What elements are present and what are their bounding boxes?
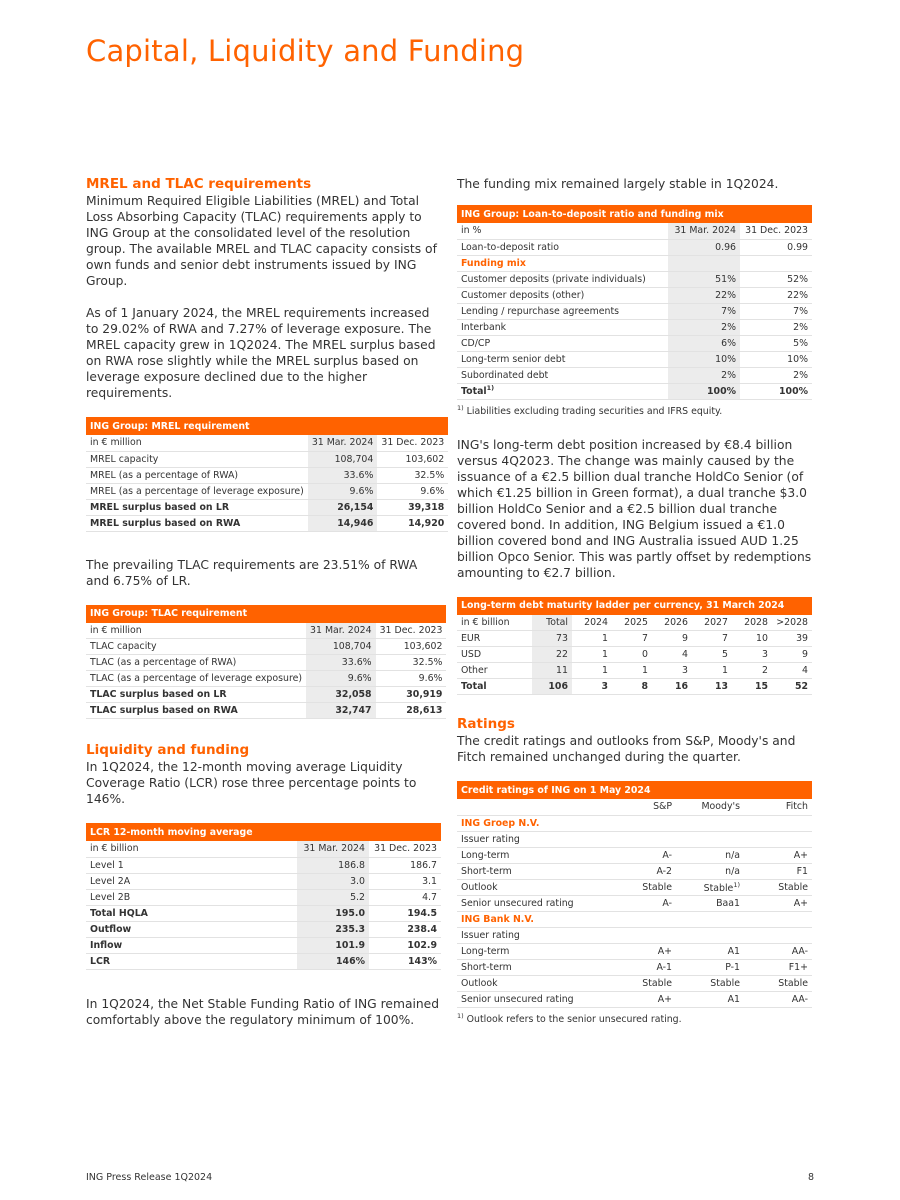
- mrel-heading: MREL and TLAC requirements: [86, 176, 312, 192]
- cell-text: Stable: [703, 882, 734, 894]
- column-header: 31 Mar. 2024: [306, 623, 376, 639]
- cell-value: A-2: [608, 863, 676, 879]
- page-title: Capital, Liquidity and Funding: [86, 34, 525, 68]
- table-row: [86, 499, 448, 515]
- column-header: >2028: [772, 615, 812, 631]
- cell-value: 7: [692, 631, 732, 647]
- cell-value: 52: [772, 679, 812, 695]
- cell-value: [676, 879, 744, 895]
- table-row: [86, 451, 448, 467]
- funding-intro: The funding mix remained largely stable in 1Q2024.: [457, 177, 779, 191]
- total-label: Total: [461, 386, 487, 398]
- cell-value: 102.9: [369, 937, 441, 953]
- cell-value: n/a: [676, 847, 744, 863]
- cell-value: F1+: [744, 959, 812, 975]
- cell-value: 26,154: [308, 499, 378, 515]
- cell-value: A+: [744, 895, 812, 911]
- row-label: Outflow: [86, 921, 297, 937]
- cell-value: 2%: [668, 319, 740, 335]
- funding-table-caption: ING Group: Loan-to-deposit ratio and funding mix: [457, 205, 812, 223]
- table-row: [457, 815, 812, 831]
- table-row: [457, 911, 812, 927]
- row-label: Outlook: [457, 975, 608, 991]
- ratings-paragraph: The credit ratings and outlooks from S&P, Moody's and Fitch remained unchanged during the quarter.: [457, 734, 796, 765]
- row-label: USD: [457, 647, 532, 663]
- left-column: [86, 176, 445, 1028]
- cell-value: 106: [532, 679, 572, 695]
- table-row: [86, 857, 441, 873]
- footnote-text: Liabilities excluding trading securities and IFRS equity.: [466, 405, 723, 417]
- cell-value: 14,920: [377, 515, 448, 531]
- row-label: [457, 383, 668, 399]
- table-row: [457, 895, 812, 911]
- column-header: in € million: [86, 623, 306, 639]
- cell-value: 33.6%: [308, 467, 378, 483]
- row-label: Subordinated debt: [457, 367, 668, 383]
- cell-value: 146%: [297, 953, 369, 969]
- table-row: [86, 639, 446, 655]
- table-row: [457, 255, 812, 271]
- cell-value: 16: [652, 679, 692, 695]
- footnote-marker: 1): [486, 384, 495, 393]
- cell-value: 32.5%: [376, 655, 447, 671]
- column-header: Total: [532, 615, 572, 631]
- column-header: 31 Dec. 2023: [377, 435, 448, 451]
- table-row: [86, 889, 441, 905]
- cell-value: 30,919: [376, 687, 447, 703]
- funding-table: [457, 205, 812, 400]
- maturity-table-caption: Long-term debt maturity ladder per currency, 31 March 2024: [457, 597, 812, 615]
- row-label: MREL surplus based on RWA: [86, 515, 308, 531]
- table-row: [86, 655, 446, 671]
- ratings-table-header: [457, 799, 812, 815]
- cell-value: 4: [772, 663, 812, 679]
- mrel-table-header: [86, 435, 448, 451]
- row-label: EUR: [457, 631, 532, 647]
- cell-value: n/a: [676, 863, 744, 879]
- cell-value: 9: [772, 647, 812, 663]
- ratings-table: [457, 781, 812, 1008]
- table-row: [457, 351, 812, 367]
- column-header: 31 Dec. 2023: [376, 623, 447, 639]
- row-label: Senior unsecured rating: [457, 895, 608, 911]
- row-label: Level 2B: [86, 889, 297, 905]
- cell-value: 10%: [740, 351, 812, 367]
- cell-value: 6%: [668, 335, 740, 351]
- cell-value: 195.0: [297, 905, 369, 921]
- cell-value: 10%: [668, 351, 740, 367]
- cell-value: 1: [572, 647, 612, 663]
- cell-value: 3: [732, 647, 772, 663]
- cell-value: 7%: [668, 303, 740, 319]
- row-label: Long-term: [457, 847, 608, 863]
- cell-value: A1: [676, 991, 744, 1007]
- column-header: 31 Dec. 2023: [369, 841, 441, 857]
- cell-value: 2: [732, 663, 772, 679]
- column-header: Moody's: [676, 799, 744, 815]
- ratings-footnote: [457, 1012, 812, 1025]
- mrel-table-caption: ING Group: MREL requirement: [86, 417, 448, 435]
- tlac-table: [86, 605, 446, 720]
- cell-value: Stable: [608, 879, 676, 895]
- cell-value: 9.6%: [308, 483, 378, 499]
- table-row: [86, 873, 441, 889]
- cell-value: 22%: [740, 287, 812, 303]
- table-row: [86, 937, 441, 953]
- cell-value: 238.4: [369, 921, 441, 937]
- cell-value: 73: [532, 631, 572, 647]
- cell-value: 32,058: [306, 687, 376, 703]
- longterm-paragraph: ING's long-term debt position increased by €8.4 billion versus 4Q2023. The change was mainly caused by the issuance of a €2.5 billion dual tranche HoldCo Senior (of which €1.25 billion in Green format), a dual tranche $3.0 billion HoldCo Senior and a €2.5 billion dual tranche covered bond. In addition, ING Belgium issued a €1.0 billion covered bond and ING Australia issued AUD 1.25 billion Opco Senior. This was partly offset by redemptions amounting to €2.7 billion.: [457, 437, 812, 580]
- row-label: MREL (as a percentage of RWA): [86, 467, 308, 483]
- footnote-marker: 1): [733, 880, 740, 889]
- cell-value: 9.6%: [377, 483, 448, 499]
- maturity-table-header: [457, 615, 812, 631]
- column-header: 2024: [572, 615, 612, 631]
- cell-value: 3.1: [369, 873, 441, 889]
- cell-value: 235.3: [297, 921, 369, 937]
- row-label: Customer deposits (other): [457, 287, 668, 303]
- table-row: [457, 647, 812, 663]
- table-row: [457, 631, 812, 647]
- table-row: [86, 671, 446, 687]
- cell-value: 9.6%: [376, 671, 447, 687]
- table-row: [457, 383, 812, 399]
- cell-value: Stable: [744, 879, 812, 895]
- row-label: MREL capacity: [86, 451, 308, 467]
- mrel-paragraph-1: Minimum Required Eligible Liabilities (MREL) and Total Loss Absorbing Capacity (TLAC) requirements apply to ING Group at the consolidated level of the resolution group. The available MREL and TLAC capacity consists of own funds and senior debt instruments issued by ING Group.: [86, 194, 437, 288]
- table-row: [457, 975, 812, 991]
- nsfr-paragraph: In 1Q2024, the Net Stable Funding Ratio of ING remained comfortably above the regulatory minimum of 100%.: [86, 996, 440, 1027]
- tlac-paragraph: The prevailing TLAC requirements are 23.51% of RWA and 6.75% of LR.: [86, 557, 418, 588]
- row-label: Long-term: [457, 943, 608, 959]
- cell-value: 108,704: [306, 639, 376, 655]
- row-label: TLAC surplus based on RWA: [86, 703, 306, 719]
- column-header: 31 Mar. 2024: [668, 223, 740, 239]
- row-label: LCR: [86, 953, 297, 969]
- row-label: Customer deposits (private individuals): [457, 271, 668, 287]
- column-header: 31 Dec. 2023: [740, 223, 812, 239]
- cell-value: 4: [652, 647, 692, 663]
- row-label: TLAC capacity: [86, 639, 306, 655]
- cell-value: 101.9: [297, 937, 369, 953]
- column-header: 2025: [612, 615, 652, 631]
- row-label: Long-term senior debt: [457, 351, 668, 367]
- column-header: in € million: [86, 435, 308, 451]
- cell-value: 3: [652, 663, 692, 679]
- row-label: MREL surplus based on LR: [86, 499, 308, 515]
- subheading: ING Groep N.V.: [457, 815, 812, 831]
- footer-publication: ING Press Release 1Q2024: [86, 1172, 213, 1183]
- footnote-text: Outlook refers to the senior unsecured rating.: [466, 1013, 682, 1025]
- row-label: MREL (as a percentage of leverage exposure): [86, 483, 308, 499]
- table-row: [86, 703, 446, 719]
- lcr-table-caption: LCR 12-month moving average: [86, 823, 441, 841]
- cell-value: 32,747: [306, 703, 376, 719]
- liquidity-heading: Liquidity and funding: [86, 742, 250, 758]
- cell-value: 2%: [668, 367, 740, 383]
- row-label: Issuer rating: [457, 831, 812, 847]
- column-header: 2027: [692, 615, 732, 631]
- row-label: Loan-to-deposit ratio: [457, 239, 668, 255]
- lcr-table: [86, 823, 441, 970]
- mrel-paragraph-2: As of 1 January 2024, the MREL requirements increased to 29.02% of RWA and 7.27% of leverage exposure. The MREL capacity grew in 1Q2024. The MREL surplus based on RWA rose slightly while the MREL surplus based on leverage exposure declined due to the higher requirements.: [86, 306, 436, 400]
- cell-value: 1: [692, 663, 732, 679]
- row-label: Level 1: [86, 857, 297, 873]
- table-row: [457, 847, 812, 863]
- cell-value: F1: [744, 863, 812, 879]
- funding-footnote: [457, 404, 812, 417]
- cell-value: Stable: [676, 975, 744, 991]
- row-label: Level 2A: [86, 873, 297, 889]
- cell-value: A+: [608, 943, 676, 959]
- cell-value: 100%: [740, 383, 812, 399]
- cell-value: 194.5: [369, 905, 441, 921]
- table-row: [457, 271, 812, 287]
- cell-value: 39,318: [377, 499, 448, 515]
- cell-value: 108,704: [308, 451, 378, 467]
- table-row: [86, 953, 441, 969]
- row-label: Total: [457, 679, 532, 695]
- column-header: [457, 799, 608, 815]
- row-label: Senior unsecured rating: [457, 991, 608, 1007]
- table-row: [457, 303, 812, 319]
- footnote-marker: 1): [457, 1011, 464, 1020]
- table-row: [86, 687, 446, 703]
- row-label: Issuer rating: [457, 927, 812, 943]
- row-label: Other: [457, 663, 532, 679]
- cell-value: 5.2: [297, 889, 369, 905]
- row-label: Outlook: [457, 879, 608, 895]
- table-row: [457, 319, 812, 335]
- table-row: [457, 663, 812, 679]
- footnote-marker: 1): [457, 403, 464, 412]
- cell-value: AA-: [744, 943, 812, 959]
- ratings-table-caption: Credit ratings of ING on 1 May 2024: [457, 781, 812, 799]
- cell-value: 7%: [740, 303, 812, 319]
- cell-value: 103,602: [377, 451, 448, 467]
- column-header: 31 Mar. 2024: [297, 841, 369, 857]
- cell-value: 5%: [740, 335, 812, 351]
- cell-value: 0.96: [668, 239, 740, 255]
- cell-value: 1: [612, 663, 652, 679]
- cell-value: 15: [732, 679, 772, 695]
- cell-value: 22: [532, 647, 572, 663]
- cell-value: 10: [732, 631, 772, 647]
- tlac-table-header: [86, 623, 446, 639]
- table-row: [86, 467, 448, 483]
- row-label: Inflow: [86, 937, 297, 953]
- cell-value: A-1: [608, 959, 676, 975]
- cell-value: 1: [572, 663, 612, 679]
- cell-value: Stable: [744, 975, 812, 991]
- row-label: Short-term: [457, 959, 608, 975]
- cell-value: 143%: [369, 953, 441, 969]
- cell-value: 52%: [740, 271, 812, 287]
- cell-value: 39: [772, 631, 812, 647]
- cell-value: 5: [692, 647, 732, 663]
- cell-value: 0: [612, 647, 652, 663]
- footer-page-number: 8: [808, 1172, 815, 1183]
- table-row: [457, 943, 812, 959]
- table-row: [457, 927, 812, 943]
- row-label: TLAC (as a percentage of RWA): [86, 655, 306, 671]
- cell-value: Baa1: [676, 895, 744, 911]
- cell-value: 100%: [668, 383, 740, 399]
- cell-value: 2%: [740, 367, 812, 383]
- cell-value: 186.7: [369, 857, 441, 873]
- cell-value: 22%: [668, 287, 740, 303]
- table-row: [457, 239, 812, 255]
- cell-value: 7: [612, 631, 652, 647]
- table-row: [457, 863, 812, 879]
- column-header: 2028: [732, 615, 772, 631]
- subheading: Funding mix: [457, 255, 668, 271]
- cell-value: 9.6%: [306, 671, 376, 687]
- cell-value: 13: [692, 679, 732, 695]
- column-header: 2026: [652, 615, 692, 631]
- cell-value: P-1: [676, 959, 744, 975]
- lcr-table-header: [86, 841, 441, 857]
- cell-value: 2%: [740, 319, 812, 335]
- table-row: [86, 921, 441, 937]
- table-row: [457, 831, 812, 847]
- cell-value: 0.99: [740, 239, 812, 255]
- row-label: Total HQLA: [86, 905, 297, 921]
- cell-value: A+: [608, 991, 676, 1007]
- column-header: in %: [457, 223, 668, 239]
- subheading: ING Bank N.V.: [457, 911, 812, 927]
- column-header: in € billion: [86, 841, 297, 857]
- cell-value: 3.0: [297, 873, 369, 889]
- cell-value: 8: [612, 679, 652, 695]
- column-header: in € billion: [457, 615, 532, 631]
- cell-value: A+: [744, 847, 812, 863]
- row-label: Short-term: [457, 863, 608, 879]
- cell-value: 51%: [668, 271, 740, 287]
- table-row: [457, 679, 812, 695]
- row-label: CD/CP: [457, 335, 668, 351]
- table-row: [457, 991, 812, 1007]
- cell-value: 103,602: [376, 639, 447, 655]
- ratings-heading: Ratings: [457, 716, 515, 733]
- column-header: Fitch: [744, 799, 812, 815]
- table-row: [86, 905, 441, 921]
- table-row: [457, 959, 812, 975]
- cell-value: 28,613: [376, 703, 447, 719]
- table-row: [457, 335, 812, 351]
- row-label: Interbank: [457, 319, 668, 335]
- cell-value: A1: [676, 943, 744, 959]
- cell-value: 14,946: [308, 515, 378, 531]
- row-label: Lending / repurchase agreements: [457, 303, 668, 319]
- cell-value: 33.6%: [306, 655, 376, 671]
- cell-value: AA-: [744, 991, 812, 1007]
- cell-value: 11: [532, 663, 572, 679]
- tlac-table-caption: ING Group: TLAC requirement: [86, 605, 446, 623]
- funding-table-header: [457, 223, 812, 239]
- cell-value: 4.7: [369, 889, 441, 905]
- column-header: S&P: [608, 799, 676, 815]
- table-row: [86, 483, 448, 499]
- liquidity-paragraph: In 1Q2024, the 12-month moving average Liquidity Coverage Ratio (LCR) rose three percentage points to 146%.: [86, 760, 417, 806]
- right-column: [457, 176, 812, 1025]
- table-row: [457, 287, 812, 303]
- cell-value: 9: [652, 631, 692, 647]
- table-row: [457, 367, 812, 383]
- row-label: TLAC (as a percentage of leverage exposure): [86, 671, 306, 687]
- column-header: 31 Mar. 2024: [308, 435, 378, 451]
- cell-value: 3: [572, 679, 612, 695]
- mrel-table: [86, 417, 448, 532]
- cell-value: 32.5%: [377, 467, 448, 483]
- cell-value: Stable: [608, 975, 676, 991]
- table-row: [457, 879, 812, 895]
- cell-value: 1: [572, 631, 612, 647]
- table-row: [86, 515, 448, 531]
- cell-value: A-: [608, 847, 676, 863]
- cell-value: A-: [608, 895, 676, 911]
- row-label: TLAC surplus based on LR: [86, 687, 306, 703]
- maturity-table: [457, 597, 812, 696]
- cell-value: 186.8: [297, 857, 369, 873]
